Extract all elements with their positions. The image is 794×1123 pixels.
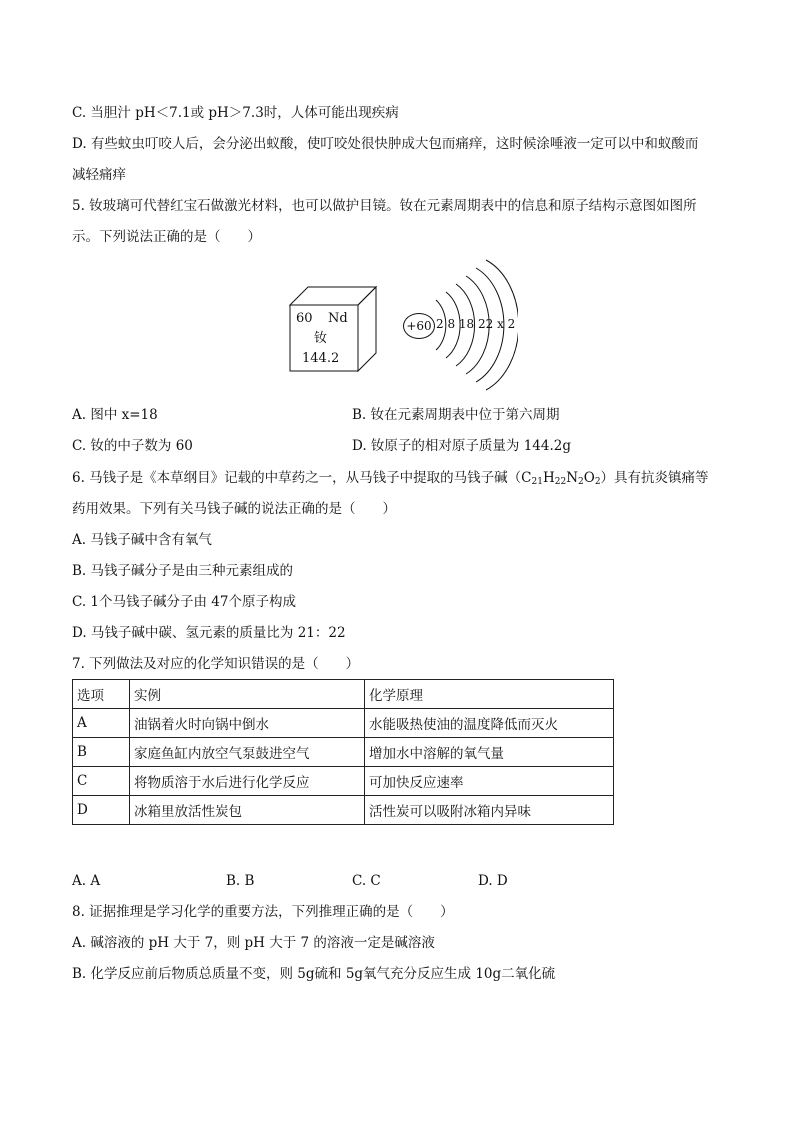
q5-option-b: B. 钕在元素周期表中位于第六周期 bbox=[352, 407, 560, 423]
q5-stem-line2: 示。下列说法正确的是（ ） bbox=[72, 229, 261, 245]
table-cell: B bbox=[73, 738, 130, 767]
q8-option-a: A. 碱溶液的 pH 大于 7，则 pH 大于 7 的溶液一定是碱溶液 bbox=[72, 935, 435, 951]
table-row bbox=[73, 709, 614, 738]
q7-option-b: B. B bbox=[226, 873, 255, 889]
q5-stem-line1: 5. 钕玻璃可代替红宝石做激光材料，也可以做护目镜。钕在元素周期表中的信息和原子结构示意图如图所 bbox=[72, 198, 697, 214]
q6-option-c: C. 1个马钱子碱分子由 47个原子构成 bbox=[72, 594, 296, 610]
table-cell: 可加快反应速率 bbox=[365, 767, 614, 796]
table-cell: 将物质溶于水后进行化学反应 bbox=[130, 767, 365, 796]
q4-option-d-line1: D. 有些蚊虫叮咬人后，会分泌出蚁酸，使叮咬处很快肿成大包而痛痒，这时候涂唾液一定可以中和蚁酸而 bbox=[72, 136, 699, 152]
table-header-row bbox=[73, 680, 614, 709]
table-row bbox=[73, 767, 614, 796]
table-header-cell: 化学原理 bbox=[365, 680, 614, 709]
atom-nucleus: +60 bbox=[403, 313, 435, 339]
q6-sub-n: 2 bbox=[578, 477, 584, 487]
q6-formula-n: N bbox=[566, 470, 578, 486]
q6-stem-line2: 药用效果。下列有关马钱子碱的说法正确的是（ ） bbox=[72, 501, 396, 517]
q7-table bbox=[72, 679, 614, 825]
table-cell: C bbox=[73, 767, 130, 796]
table-cell: 增加水中溶解的氧气量 bbox=[365, 738, 614, 767]
element-atomic-number: 60 bbox=[296, 311, 313, 326]
q7-option-d: D. D bbox=[478, 873, 508, 889]
q6-option-b: B. 马钱子碱分子是由三种元素组成的 bbox=[72, 563, 294, 579]
table-cell: 家庭鱼缸内放空气泵鼓进空气 bbox=[130, 738, 365, 767]
q6-sub-c: 21 bbox=[531, 477, 543, 487]
table-cell: 活性炭可以吸附冰箱内异味 bbox=[365, 796, 614, 825]
element-symbol: Nd bbox=[328, 311, 348, 326]
q6-sub-o: 2 bbox=[594, 477, 601, 487]
q8-stem: 8. 证据推理是学习化学的重要方法，下列推理正确的是（ ） bbox=[72, 904, 454, 920]
electron-shell-counts: 2 8 18 22 x 2 bbox=[436, 317, 516, 331]
q5-option-d: D. 钕原子的相对原子质量为 144.2g bbox=[352, 438, 572, 454]
q4-option-c: C. 当胆汁 pH＜7.1或 pH＞7.3时，人体可能出现疾病 bbox=[72, 105, 399, 121]
table-row bbox=[73, 796, 614, 825]
table-row bbox=[73, 738, 614, 767]
q5-option-c: C. 钕的中子数为 60 bbox=[72, 438, 193, 454]
table-cell: D bbox=[73, 796, 130, 825]
element-name: 钕 bbox=[314, 331, 328, 346]
element-atomic-mass: 144.2 bbox=[302, 351, 340, 366]
q6-stem-line1 bbox=[72, 469, 709, 491]
table-header-cell: 选项 bbox=[73, 680, 130, 709]
q6-stem-text-post: ）具有抗炎镇痛等 bbox=[600, 470, 709, 486]
q6-formula-h: H bbox=[542, 470, 555, 486]
table-cell: 冰箱里放活性炭包 bbox=[130, 796, 365, 825]
q6-option-d: D. 马钱子碱中碳、氢元素的质量比为 21：22 bbox=[72, 625, 346, 641]
table-cell: 水能吸热使油的温度降低而灭火 bbox=[365, 709, 614, 738]
element-cell-figure bbox=[288, 283, 378, 373]
table-cell: 油锅着火时向锅中倒水 bbox=[130, 709, 365, 738]
q7-option-a: A. A bbox=[72, 873, 101, 889]
q6-stem-text-pre: 6. 马钱子是《本草纲目》记载的中草药之一，从马钱子中提取的马钱子碱（C bbox=[72, 470, 532, 486]
q6-sub-h: 22 bbox=[554, 477, 567, 487]
q7-option-c: C. C bbox=[352, 873, 381, 889]
q7-stem: 7. 下列做法及对应的化学知识错误的是（ ） bbox=[72, 656, 360, 672]
table-header-cell: 实例 bbox=[130, 680, 365, 709]
table-cell: A bbox=[73, 709, 130, 738]
q6-option-a: A. 马钱子碱中含有氧气 bbox=[72, 532, 212, 548]
q6-formula-o: O bbox=[583, 470, 595, 486]
atom-structure-diagram bbox=[398, 256, 518, 392]
q8-option-b: B. 化学反应前后物质总质量不变，则 5g硫和 5g氧气充分反应生成 10g二氧化硫 bbox=[72, 966, 556, 982]
q5-option-a: A. 图中 x=18 bbox=[72, 407, 158, 423]
q4-option-d-line2: 减轻痛痒 bbox=[72, 167, 126, 183]
